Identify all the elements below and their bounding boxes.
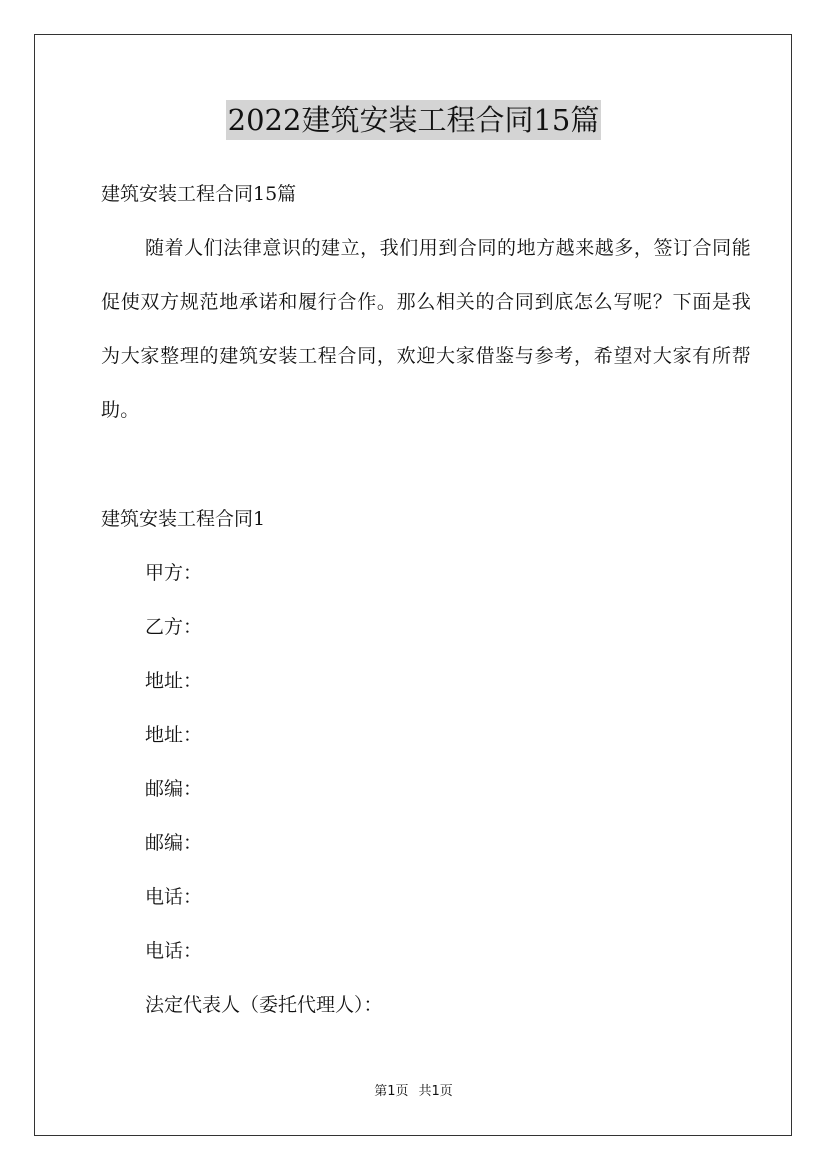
- field-address-b: 地址：: [145, 724, 203, 746]
- field-phone-b: 电话：: [145, 940, 203, 962]
- document-title: 2022建筑安装工程合同15篇: [226, 100, 602, 140]
- section-heading: 建筑安装工程合同1: [101, 508, 266, 530]
- field-party-a: 甲方：: [145, 562, 203, 584]
- document-subtitle: 建筑安装工程合同15篇: [101, 183, 297, 205]
- page-footer: [0, 1083, 827, 1101]
- title-container: [0, 100, 827, 140]
- page-total: 共1页: [418, 1084, 453, 1099]
- intro-paragraph: 随着人们法律意识的建立，我们用到合同的地方越来越多，签订合同能促使双方规范地承诺和履行合作。那么相关的合同到底怎么写呢？下面是我为大家整理的建筑安装工程合同，欢迎大家借鉴与参考，希望对大家有所帮助。: [101, 237, 751, 421]
- field-phone-a: 电话：: [145, 886, 203, 908]
- field-party-b: 乙方：: [145, 616, 203, 638]
- field-postcode-b: 邮编：: [145, 832, 203, 854]
- field-legal-representative: 法定代表人（委托代理人）：: [145, 994, 383, 1016]
- field-address-a: 地址：: [145, 670, 203, 692]
- page-number: 第1页: [374, 1084, 409, 1099]
- field-postcode-a: 邮编：: [145, 778, 203, 800]
